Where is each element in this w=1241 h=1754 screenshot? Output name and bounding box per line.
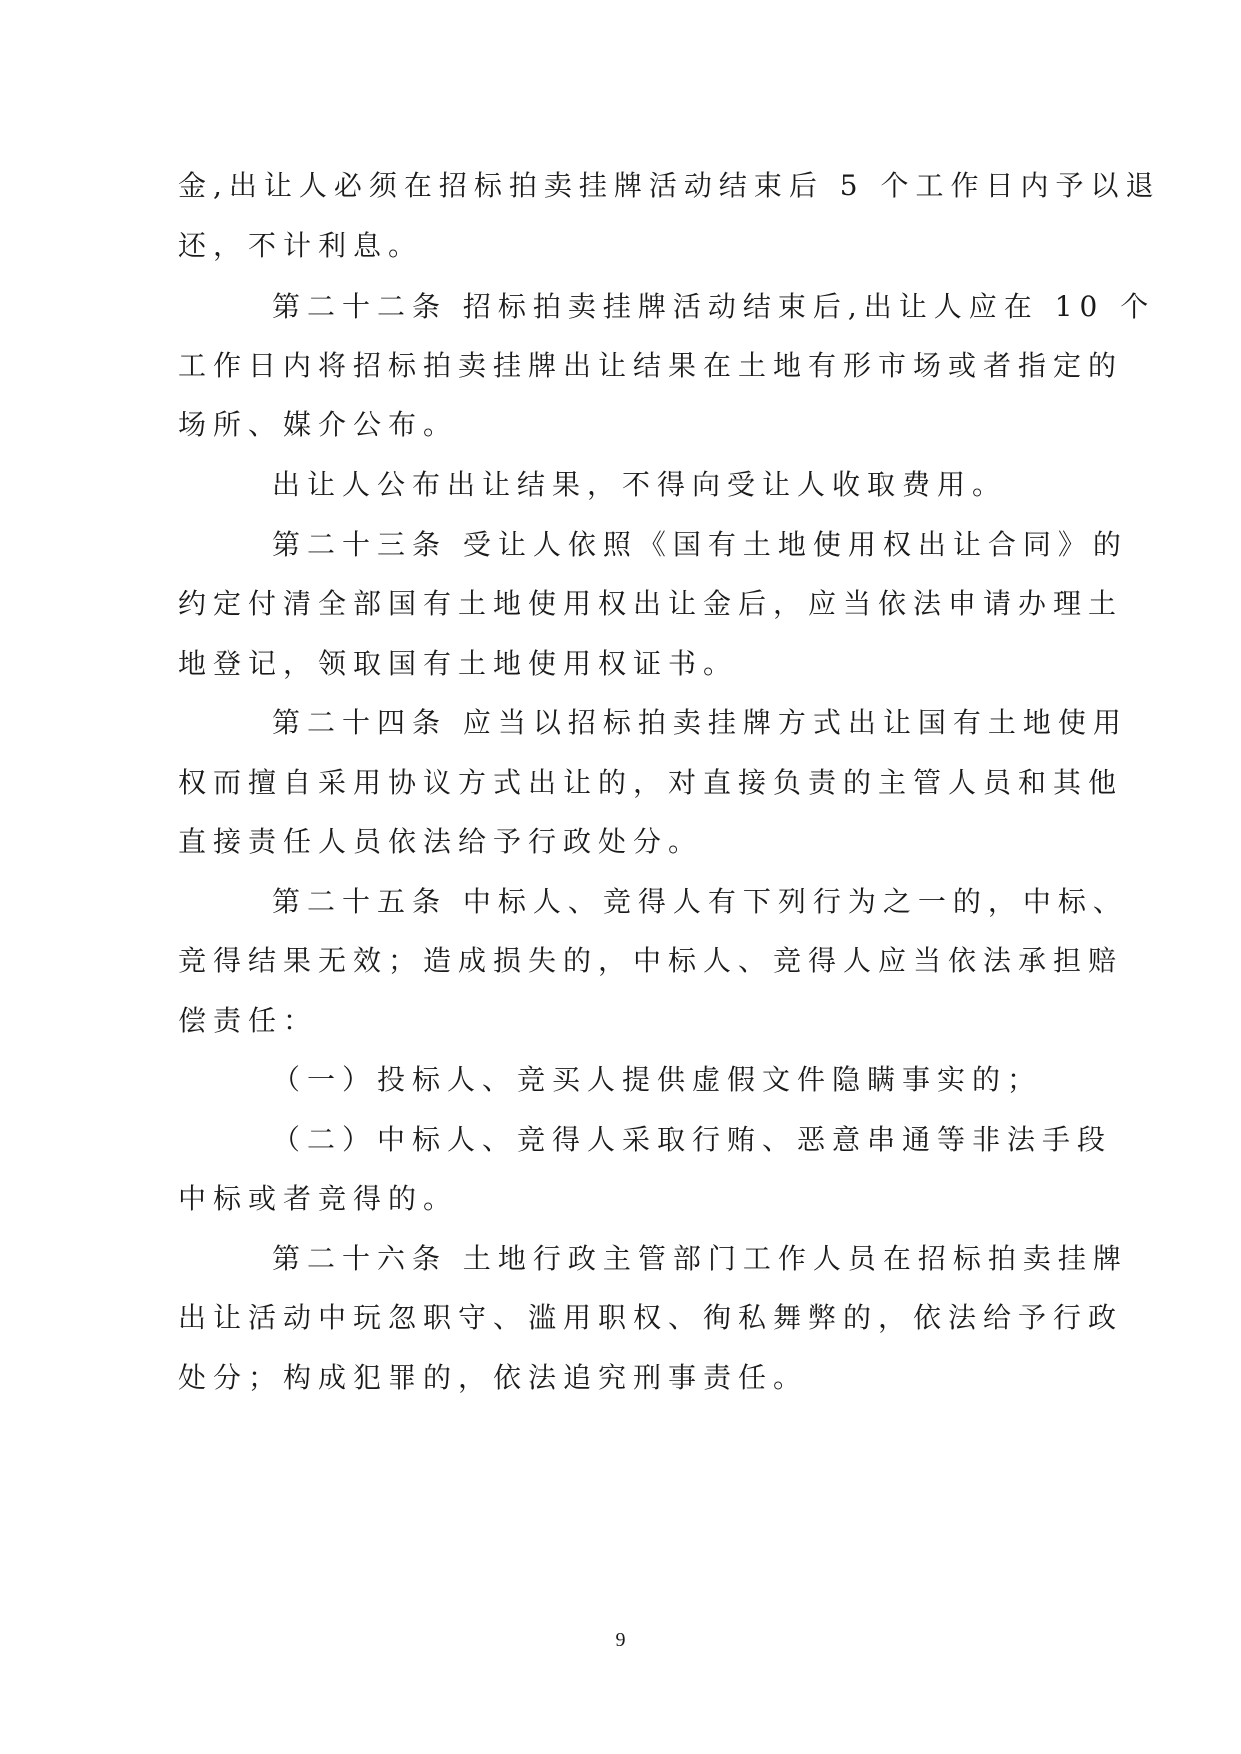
text-line: 偿责任： xyxy=(178,1004,319,1037)
text-line: 约定付清全部国有土地使用权出让金后，应当依法申请办理土 xyxy=(178,587,1124,620)
article-22-heading-line: 第二十二条 招标拍卖挂牌活动结束后,出让人应在 10 个 xyxy=(272,290,1156,323)
text-line: 处分；构成犯罪的，依法追究刑事责任。 xyxy=(178,1361,809,1394)
text-line: 出让人公布出让结果，不得向受让人收取费用。 xyxy=(272,468,1008,501)
text-line: 竞得结果无效；造成损失的，中标人、竞得人应当依法承担赔 xyxy=(178,944,1124,977)
article-25-heading-line: 第二十五条 中标人、竞得人有下列行为之一的，中标、 xyxy=(272,885,1128,918)
article-23-heading-line: 第二十三条 受让人依照《国有土地使用权出让合同》的 xyxy=(272,528,1128,561)
text-line: 还，不计利息。 xyxy=(178,229,424,262)
text-line: 直接责任人员依法给予行政处分。 xyxy=(178,825,704,858)
list-item-1: （一）投标人、竞买人提供虚假文件隐瞒事实的； xyxy=(272,1063,1043,1096)
list-item-2: （二）中标人、竞得人采取行贿、恶意串通等非法手段 xyxy=(272,1123,1113,1156)
article-26-heading-line: 第二十六条 土地行政主管部门工作人员在招标拍卖挂牌 xyxy=(272,1242,1128,1275)
article-24-heading-line: 第二十四条 应当以招标拍卖挂牌方式出让国有土地使用 xyxy=(272,706,1128,739)
text-line: 金,出让人必须在招标拍卖挂牌活动结束后 5 个工作日内予以退 xyxy=(178,169,1161,202)
text-line: 中标或者竞得的。 xyxy=(178,1182,459,1215)
text-line: 场所、媒介公布。 xyxy=(178,408,459,441)
text-line: 出让活动中玩忽职守、滥用职权、徇私舞弊的，依法给予行政 xyxy=(178,1301,1124,1334)
text-line: 工作日内将招标拍卖挂牌出让结果在土地有形市场或者指定的 xyxy=(178,349,1124,382)
text-line: 权而擅自采用协议方式出让的，对直接负责的主管人员和其他 xyxy=(178,766,1124,799)
page-number: 9 xyxy=(615,1629,626,1651)
text-line: 地登记，领取国有土地使用权证书。 xyxy=(178,647,739,680)
